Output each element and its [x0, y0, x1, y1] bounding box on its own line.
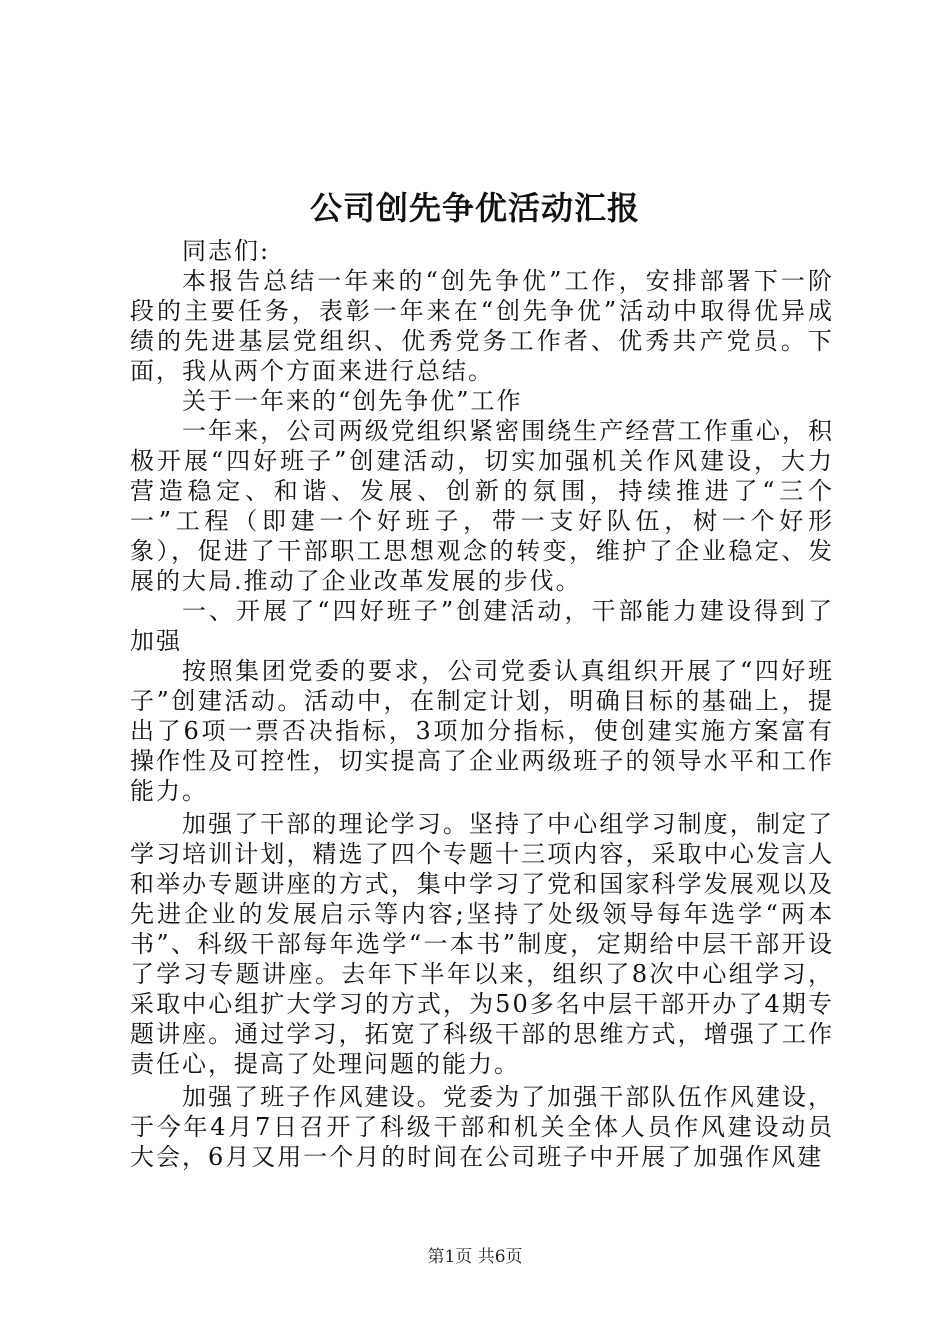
paragraph-work-style: 加强了班子作风建设。党委为了加强干部队伍作风建设，于今年4月7日召开了科级干部和机关全体人员作风建设动员大会，6月又用一个月的时间在公司班子中开展了加强作风建	[130, 1083, 834, 1171]
paragraph-subheading-one: 一、开展了“四好班子”创建活动，干部能力建设得到了加强	[130, 597, 834, 655]
paragraph-four-good-teams: 按照集团党委的要求，公司党委认真组织开展了“四好班子”创建活动。活动中，在制定计划，明确目标的基础上，提出了6项一票否决指标，3项加分指标，使创建实施方案富有操作性及可控性，切实提高了企业两级班子的领导水平和工作能力。	[130, 657, 834, 805]
document-title: 公司创先争优活动汇报	[309, 189, 640, 227]
document-body	[130, 236, 834, 1172]
page-number-footer: 第1页 共6页	[427, 1247, 523, 1267]
paragraph-salutation: 同志们:	[182, 237, 271, 265]
paragraph-intro: 本报告总结一年来的“创先争优”工作，安排部署下一阶段的主要任务，表彰一年来在“创先争优”活动中取得优异成绩的先进基层党组织、优秀党务工作者、优秀共产党员。下面，我从两个方面来进行总结。	[130, 267, 834, 385]
paragraph-theory-study: 加强了干部的理论学习。坚持了中心组学习制度，制定了学习培训计划，精选了四个专题十三项内容，采取中心发言人和举办专题讲座的方式，集中学习了党和国家科学发展观以及先进企业的发展启示等内容;坚持了处级领导每年选学“两本书”、科级干部每年选学“一本书”制度，定期给中层干部开设了学习专题讲座。去年下半年以来，组织了8次中心组学习，采取中心组扩大学习的方式，为50多名中层干部开办了4期专题讲座。通过学习，拓宽了科级干部的思维方式，增强了工作责任心，提高了处理问题的能力。	[130, 810, 834, 1078]
paragraph-section-heading: 关于一年来的“创先争优”工作	[182, 387, 523, 415]
paragraph-overview: 一年来，公司两级党组织紧密围绕生产经营工作重心，积极开展“四好班子”创建活动，切实加强机关作风建设，大力营造稳定、和谐、发展、创新的氛围，持续推进了“三个一”工程（即建一个好班子，带一支好队伍，树一个好形象），促进了干部职工思想观念的转变，维护了企业稳定、发展的大局.推动了企业改革发展的步伐。	[130, 417, 834, 595]
